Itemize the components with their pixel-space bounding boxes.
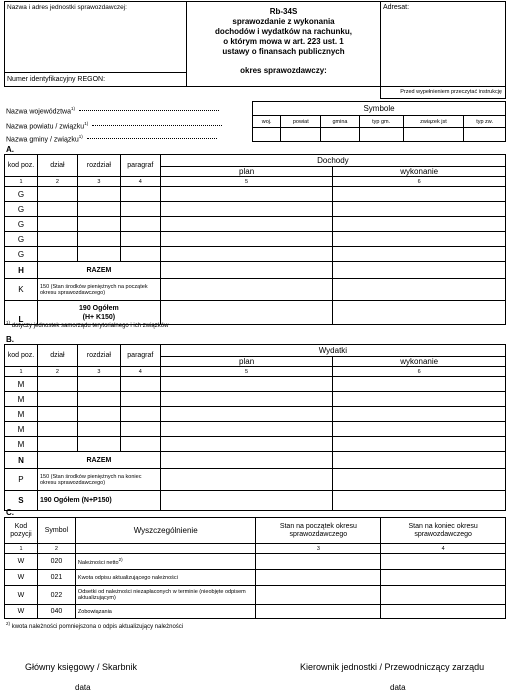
col-code-header: Kod pozycji [5,518,38,544]
row-code: P [5,469,38,491]
input-cell[interactable] [37,422,77,437]
symbols-table [252,101,506,142]
row-code: W [5,570,38,586]
input-cell[interactable] [160,452,333,469]
row-desc [75,554,256,570]
symbol-cell[interactable] [253,128,281,142]
table-row [5,377,506,392]
input-cell[interactable] [77,437,120,452]
input-cell[interactable] [120,187,160,202]
dotted-line [87,138,217,139]
symbols-title: Symbole [253,102,506,116]
instruction-note-box [380,86,506,99]
col-number: 5 [160,177,333,187]
symbol-cell[interactable] [403,128,463,142]
row-code: M [5,377,38,392]
section-c-table [4,517,506,619]
title-line: ustawy o finansach publicznych [222,47,345,56]
col-end-header: Stan na koniec okresu sprawozdawczego [381,518,506,544]
input-cell[interactable] [77,392,120,407]
row-code: G [5,202,38,217]
row-code: N [5,452,38,469]
row-desc: Zobowiązania [75,605,256,619]
unit-name-box[interactable] [4,1,187,87]
input-cell[interactable] [333,437,506,452]
input-cell[interactable] [37,377,77,392]
title-line: dochodów i wydatków na rachunku, [215,27,352,36]
row-desc-text: Należności netto [77,559,119,566]
voivodeship-field[interactable] [6,106,219,115]
input-cell[interactable] [120,377,160,392]
col-number-empty [75,544,256,554]
col-plan-header: plan [160,357,333,367]
section-c-label: C. [6,508,14,517]
input-cell[interactable] [333,247,506,262]
dotted-line [79,110,219,111]
table-row [5,407,506,422]
row-code: M [5,392,38,407]
sum-label-line: (H+ K150) [82,313,116,321]
footnote-2 [6,621,183,630]
footnote-mark: 1) [6,320,11,325]
input-cell[interactable] [160,232,333,247]
section-b-table [4,344,506,511]
col-number: 2 [37,544,75,554]
row-code: H [5,262,38,279]
input-cell[interactable] [120,407,160,422]
input-cell[interactable] [77,202,120,217]
row-symbol: 022 [37,586,75,605]
col-number: 1 [5,544,38,554]
start-balance-label: 150 (Stan środków pieniężnych na początek okresu sprawozdawczego) [37,279,160,301]
col-start-header: Stan na początek okresu sprawozdawczego [256,518,381,544]
col-paragraf-header: paragraf [120,155,160,177]
input-cell[interactable] [160,437,333,452]
footnote-mark: 2) [6,621,11,626]
input-cell[interactable] [160,491,333,511]
col-number: 5 [160,367,333,377]
table-row [5,187,506,202]
county-field[interactable] [6,121,222,130]
input-cell[interactable] [333,422,506,437]
input-cell[interactable] [37,407,77,422]
table-row [5,247,506,262]
input-cell[interactable] [333,279,506,301]
col-dzial-header: dział [37,345,77,367]
unit-name-label: Nazwa i adres jednostki sprawozdawczej: [7,4,127,11]
input-cell[interactable] [77,232,120,247]
input-cell[interactable] [160,202,333,217]
dotted-line [92,125,222,126]
table-row [5,392,506,407]
col-dzial-header: dział [37,155,77,177]
col-desc-header: Wyszczególnienie [75,518,256,544]
input-cell[interactable] [120,437,160,452]
report-title [187,7,380,57]
input-cell[interactable] [256,570,381,586]
col-number: 4 [120,177,160,187]
input-cell[interactable] [381,605,506,619]
sum-label: 190 Ogółem (N+P150) [37,491,160,511]
table-row [5,554,506,570]
chief-accountant-signature[interactable]: Główny księgowy / Skarbnik [25,662,138,672]
row-code: W [5,554,38,570]
input-cell[interactable] [333,301,506,325]
footnote-mark: 1) [78,134,83,139]
col-number: 4 [381,544,506,554]
row-code: G [5,247,38,262]
total-label: RAZEM [37,452,160,469]
input-cell[interactable] [160,377,333,392]
input-cell[interactable] [256,586,381,605]
row-code: M [5,407,38,422]
input-cell[interactable] [160,422,333,437]
footnote-mark: 1) [84,121,89,126]
row-code: M [5,422,38,437]
row-code: G [5,217,38,232]
col-number: 2 [37,367,77,377]
title-line: Rb-34S [269,7,298,16]
section-a-table [4,154,506,325]
input-cell[interactable] [333,217,506,232]
total-label: RAZEM [37,262,160,279]
sum-label-line: 190 Ogółem [79,304,119,312]
input-cell[interactable] [160,217,333,232]
col-number: 3 [256,544,381,554]
input-cell[interactable] [333,392,506,407]
input-cell[interactable] [333,377,506,392]
table-row [5,605,506,619]
symbol-cell[interactable] [321,128,359,142]
instruction-note: Przed wypełnieniem przeczytać instrukcję [400,89,502,95]
input-cell[interactable] [37,217,77,232]
symbol-col-header: powiat [281,116,321,128]
symbol-cell[interactable] [464,128,506,142]
row-code: G [5,232,38,247]
input-cell[interactable] [77,377,120,392]
table-row [5,232,506,247]
table-row [5,422,506,437]
input-cell[interactable] [120,217,160,232]
input-cell[interactable] [160,247,333,262]
start-balance-row [5,279,506,301]
row-code: W [5,605,38,619]
row-code: M [5,437,38,452]
input-cell[interactable] [160,301,333,325]
input-cell[interactable] [77,407,120,422]
symbol-cell[interactable] [281,128,321,142]
input-cell[interactable] [37,187,77,202]
col-plan-header: plan [160,167,333,177]
footnote-mark: 1) [70,106,75,111]
input-cell[interactable] [333,452,506,469]
col-number: 6 [333,177,506,187]
col-exec-header: wykonanie [333,167,506,177]
symbol-col-header: typ zw. [464,116,506,128]
input-cell[interactable] [77,187,120,202]
col-rozdzial-header: rozdział [77,345,120,367]
table-row [5,437,506,452]
symbol-col-header: typ gm. [359,116,403,128]
input-cell[interactable] [333,262,506,279]
input-cell[interactable] [120,247,160,262]
voivodeship-label: Nazwa województwa [6,108,71,116]
expenses-header: Wydatki [160,345,505,357]
col-number: 3 [77,177,120,187]
input-cell[interactable] [333,491,506,511]
col-code-header: kod poz. [5,345,38,367]
commune-field[interactable] [6,134,217,143]
input-cell[interactable] [333,469,506,491]
input-cell[interactable] [160,469,333,491]
end-balance-label: 150 (Stan środków pieniężnych na koniec okresu sprawozdawczego) [37,469,160,491]
row-desc: Odsetki od należności niezapłaconych w terminie (nieobjęte odpisem aktualizującym) [75,586,256,605]
input-cell[interactable] [77,247,120,262]
row-symbol: 040 [37,605,75,619]
input-cell[interactable] [160,262,333,279]
col-code-header: kod poz. [5,155,38,177]
row-symbol: 021 [37,570,75,586]
left-date-label: data [75,683,91,692]
income-header: Dochody [160,155,505,167]
row-code: S [5,491,38,511]
right-date-label: data [390,683,406,692]
row-symbol: 020 [37,554,75,570]
input-cell[interactable] [160,407,333,422]
input-cell[interactable] [160,187,333,202]
input-cell[interactable] [381,554,506,570]
input-cell[interactable] [77,422,120,437]
divider [5,72,186,73]
section-a-label: A. [6,145,14,154]
row-code: L [5,301,38,325]
row-desc: Kwota odpisu aktualizującego należności [75,570,256,586]
input-cell[interactable] [120,392,160,407]
input-cell[interactable] [120,232,160,247]
col-rozdzial-header: rozdział [77,155,120,177]
sum-row [5,491,506,511]
col-number: 1 [5,177,38,187]
input-cell[interactable] [77,217,120,232]
title-line: sprawozdanie z wykonania [232,17,335,26]
total-row [5,262,506,279]
county-label: Nazwa powiatu / związku [6,123,85,131]
symbol-col-header: woj. [253,116,281,128]
input-cell[interactable] [160,392,333,407]
input-cell[interactable] [381,570,506,586]
input-cell[interactable] [37,392,77,407]
input-cell[interactable] [160,279,333,301]
col-number: 6 [333,367,506,377]
table-row [5,586,506,605]
regon-label: Numer identyfikacyjny REGON: [7,76,106,83]
input-cell[interactable] [37,247,77,262]
input-cell[interactable] [120,422,160,437]
footnote-1 [6,320,168,329]
table-row [5,570,506,586]
symbol-col-header: gmina [321,116,359,128]
title-box [186,1,381,87]
col-exec-header: wykonanie [333,357,506,367]
addressee-box[interactable] [380,1,506,87]
symbol-cell[interactable] [359,128,403,142]
head-signature[interactable]: Kierownik jednostki / Przewodniczący zarządu [300,662,485,672]
total-row [5,452,506,469]
input-cell[interactable] [381,586,506,605]
footnote-text: dotyczy jednostek samorządu terytorialnego i ich związków [11,323,169,329]
input-cell[interactable] [37,202,77,217]
table-row [5,217,506,232]
symbol-col-header: związek jst [403,116,463,128]
input-cell[interactable] [256,605,381,619]
input-cell[interactable] [120,202,160,217]
input-cell[interactable] [37,232,77,247]
section-b-label: B. [6,335,14,344]
addressee-label: Adresat: [383,4,410,11]
period-label[interactable]: okres sprawozdawczy: [240,66,327,75]
row-code: G [5,187,38,202]
input-cell[interactable] [37,437,77,452]
input-cell[interactable] [333,187,506,202]
col-number: 3 [77,367,120,377]
footnote-mark: 2) [118,557,123,563]
row-code: W [5,586,38,605]
input-cell[interactable] [333,232,506,247]
col-symbol-header: Symbol [37,518,75,544]
commune-label: Nazwa gminy / związku [6,136,79,144]
col-paragraf-header: paragraf [120,345,160,367]
row-code: K [5,279,38,301]
title-line: o którym mowa w art. 223 ust. 1 [223,37,344,46]
footnote-text: kwota należności pomniejszona o odpis aktualizujący należności [11,624,184,630]
col-number: 2 [37,177,77,187]
table-row [5,202,506,217]
col-number: 4 [120,367,160,377]
input-cell[interactable] [333,202,506,217]
col-number: 1 [5,367,38,377]
input-cell[interactable] [333,407,506,422]
end-balance-row [5,469,506,491]
input-cell[interactable] [256,554,381,570]
